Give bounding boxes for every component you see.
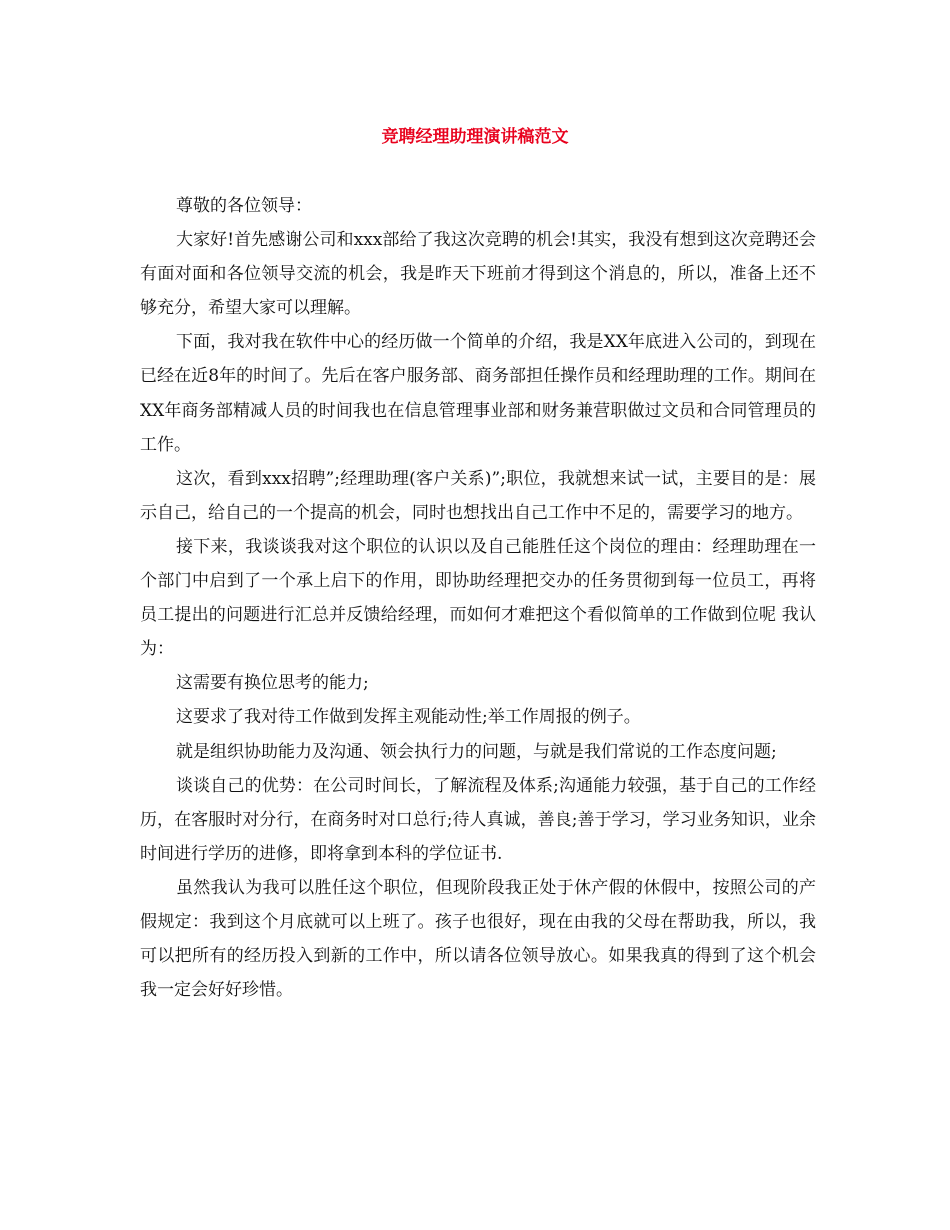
paragraph-role-understanding: 接下来，我谈谈我对这个职位的认识以及自己能胜任这个岗位的理由：经理助理在一个部门中启到了一个承上启下的作用，即协助经理把交办的任务贯彻到每一位员工，再将员工提出的问题进行汇总并反馈给经理，而如何才难把这个看似简单的工作做到位呢 我认为： <box>140 536 816 660</box>
paragraph-strengths: 谈谈自己的优势：在公司时间长，了解流程及体系;沟通能力较强，基于自己的工作经历，在客服时对分行，在商务时对口总行;待人真诚，善良;善于学习，学习业务知识，业余时间进行学历的进修，即将拿到本科的学位证书. <box>140 775 816 864</box>
paragraph-closing: 虽然我认为我可以胜任这个职位，但现阶段我正处于休产假的休假中，按照公司的产假规定：我到这个月底就可以上班了。孩子也很好，现在由我的父母在帮助我，所以，我可以把所有的经历投入到新的工作中，所以请各位领导放心。如果我真的得到了这个机会我一定会好好珍惜。 <box>140 877 816 1001</box>
paragraph-point-empathy: 这需要有换位思考的能力; <box>176 673 369 694</box>
document-title: 竞聘经理助理演讲稿范文 <box>381 127 569 147</box>
paragraph-point-initiative: 这要求了我对待工作做到发挥主观能动性;举工作周报的例子。 <box>176 707 641 728</box>
paragraph-point-attitude: 就是组织协助能力及沟通、领会执行力的问题，与就是我们常说的工作态度问题; <box>176 741 777 762</box>
paragraph-greeting: 大家好!首先感谢公司和xxx部给了我这次竞聘的机会!其实，我没有想到这次竞聘还会有面对面和各位领导交流的机会，我是昨天下班前才得到这个消息的，所以，准备上还不够充分，希望大家可以理解。 <box>140 230 816 319</box>
document-body <box>140 189 816 1007</box>
paragraph-salutation: 尊敬的各位领导： <box>176 196 312 216</box>
paragraph-experience: 下面，我对我在软件中心的经历做一个简单的介绍，我是XX年底进入公司的，到现在已经在近8年的时间了。先后在客户服务部、商务部担任操作员和经理助理的工作。期间在XX年商务部精减人员的时间我也在信息管理事业部和财务兼营职做过文员和合同管理员的工作。 <box>140 332 816 455</box>
paragraph-motivation: 这次，看到xxx招聘”;经理助理(客户关系)”;职位，我就想来试一试，主要目的是：展示自己，给自己的一个提高的机会，同时也想找出自己工作中不足的，需要学习的地方。 <box>140 468 816 523</box>
